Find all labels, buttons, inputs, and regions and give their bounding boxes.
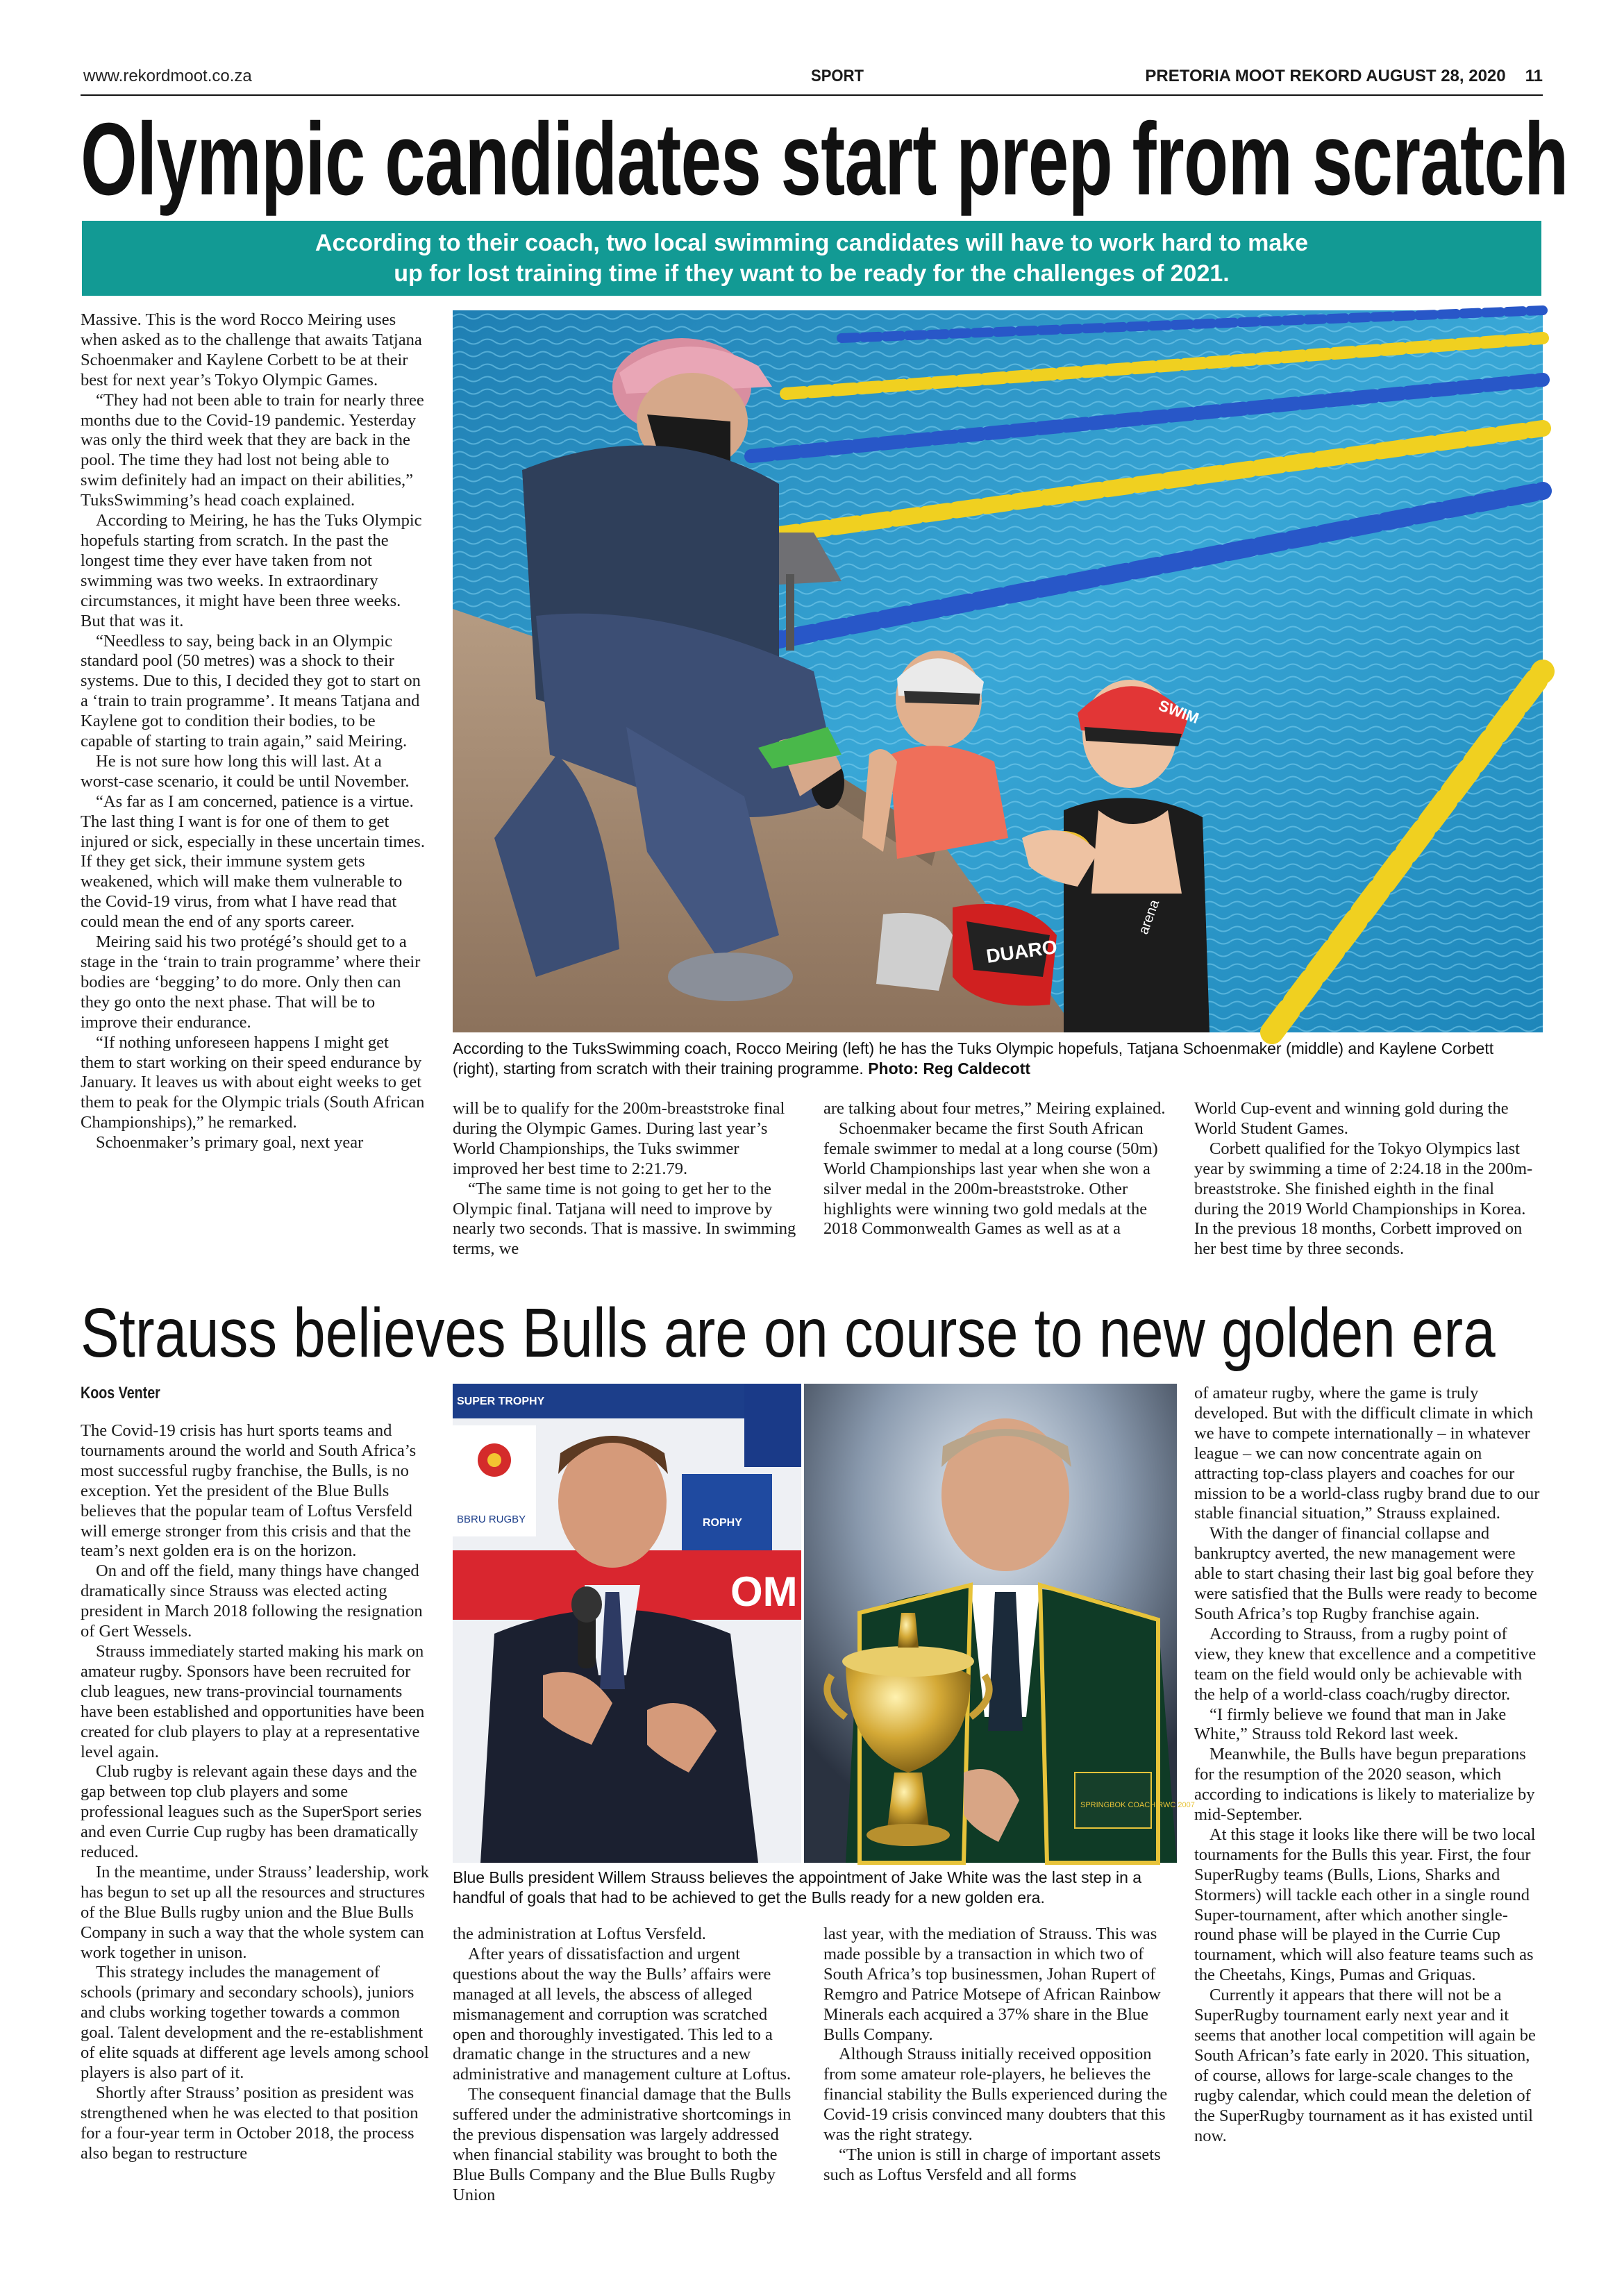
paragraph: The Covid-19 crisis has hurt sports teams and tournaments around the world and South Africa’s most successful rugby franchise, the Bulls, is no exception. Yet the president of the Blue Bulls believes that the popular team of Loftus Versfeld will emerge stronger from this crisis and that the team’s next golden era is on the horizon. (81, 1421, 417, 1561)
swimsuit-brand: arena (1136, 898, 1163, 937)
paragraph: According to Strauss, from a rugby point of view, they knew that excellence and a competitive team on the field would only be achievable with the help of a world-class coach/rugby director. (1194, 1624, 1537, 1704)
paragraph: “The union is still in charge of important assets such as Loftus Versfeld and all forms (823, 2145, 1161, 2184)
cap-brand: SWIM (1156, 696, 1202, 728)
article2-byline: Koos Venter (81, 1384, 160, 1402)
paragraph: Strauss immediately started making his mark on amateur rugby. Sponsors have been recruited for club leagues, new trans-provincial tournaments have been established and opportunities have been created for club players to play at a representative level again. (81, 1641, 425, 1761)
article2-column-4 (1194, 1384, 1543, 2146)
article2-column-3 (823, 1925, 1175, 2186)
paragraph: Schoenmaker’s primary goal, next year (96, 1133, 364, 1153)
paragraph: Corbett qualified for the Tokyo Olympics last year by swimming a time of 2:24.18 in the 200m-breaststroke. She finished eighth in the final during the 2019 World Championships in Korea. In the previous 18 months, Corbett improved on her best time by three seconds. (1194, 1139, 1533, 1259)
article1-photo-caption (453, 1039, 1543, 1079)
banner-text: BBRU RUGBY (457, 1514, 526, 1525)
paragraph: With the danger of financial collapse and bankruptcy averted, the new management were able to start chasing their last big goal before they were satisfied that the Bulls were ready to become South Africa’s top Rugby franchise again. (1194, 1524, 1537, 1623)
paragraph: “Needless to say, being back in an Olympic standard pool (50 metres) was a shock to their systems. Due to this, I decided they got to start on a ‘train to train programme’. It means Tatjana and Kaylene got to condition their bodies, to be capable of starting to train again,” said Meiring. (81, 631, 421, 751)
jake-white-photo (804, 1384, 1195, 1863)
paragraph: According to Meiring, he has the Tuks Olympic hopefuls starting from scratch. In the past the longest time they ever have taken from not swimming was two weeks. In extraordinary circumstances, it might have been three weeks. But that was it. (81, 511, 422, 630)
banner-text: ROPHY (703, 1517, 742, 1529)
paragraph: “I firmly believe we found that man in Jake White,” Strauss told Rekord last week. (1194, 1704, 1507, 1744)
standfirst-text: According to their coach, two local swimming candidates will have to work hard to make up for lost training time if they want to be ready for the challenges of 2021. (315, 230, 1309, 287)
swimming-photo-illustration (453, 310, 1543, 1032)
photo-credit: Photo: Reg Caldecott (868, 1059, 1031, 1078)
paragraph: Meiring said his two protégé’s should get to a stage in the ‘train to train programme’ where their bodies are ‘begging’ to do more. Only then can they go onto the next phase. That will be to improve their endurance. (81, 932, 421, 1032)
paragraph: World Cup-event and winning gold during the World Student Games. (1194, 1099, 1509, 1138)
paragraph: Club rugby is relevant again these days and the gap between top club players and some professional leagues such as the SuperSport series and even Currie Cup rugby has been dramatically reduced. (81, 1762, 422, 1862)
strauss-photo-illustration (453, 1384, 801, 1863)
paragraph: Schoenmaker became the first South African female swimmer to medal at a long course (50m) World Championships last year when she won a silver medal in the 200m-breaststroke. Other highlights were winning two gold medals at the 2018 Commonwealth Games as well as at a (823, 1118, 1158, 1239)
paragraph: will be to qualify for the 200m-breaststroke final during the Olympic Games. During last year’s World Championships, the Tuks swimmer improved her best time to 2:21.79. (453, 1099, 785, 1178)
bag-brand: DUARO (985, 935, 1059, 967)
paragraph: Meanwhile, the Bulls have begun preparations for the resumption of the 2020 season, which according to indications is likely to materialize by mid-September. (1194, 1745, 1535, 1825)
strauss-photo (453, 1384, 801, 1863)
paragraph: “The same time is not going to get her to the Olympic final. Tatjana will need to improve by nearly two seconds. That is massive. In swimming terms, we (453, 1179, 796, 1259)
masthead-rule (81, 94, 1543, 96)
website-url[interactable]: www.rekordmoot.co.za (83, 67, 252, 85)
article1-standfirst (82, 221, 1541, 296)
publication-name-date: PRETORIA MOOT REKORD AUGUST 28, 2020 (1145, 67, 1506, 85)
article1-headline: Olympic candidates start prep from scratch (81, 102, 1568, 217)
paragraph: The consequent financial damage that the Bulls suffered under the administrative shortcomings in the previous dispensation was largely addressed when financial stability was brought to both the Blue Bulls Company and the Blue Bulls Rugby Union (453, 2085, 792, 2204)
paragraph: Although Strauss initially received opposition from some amateur role-players, he believes the financial stability the Bulls experienced during the Covid-19 crisis convinced many doubters that this was the right strategy. (823, 2045, 1168, 2145)
paragraph: On and off the field, many things have changed dramatically since Strauss was elected acting president in March 2018 following the resignation of Gert Wessels. (81, 1561, 423, 1641)
article1-column-2 (453, 1099, 801, 1259)
section-label: SPORT (810, 67, 864, 85)
article2-photo-caption: Blue Bulls president Willem Strauss believes the appointment of Jake White was the last step in a handful of goals that had to be achieved to get the Bulls ready for a new golden era. (453, 1868, 1142, 1907)
paragraph: Shortly after Strauss’ position as president was strengthened when he was elected to that position for a four-year term in October 2018, the process also began to restructure (81, 2083, 419, 2163)
paragraph: “They had not been able to train for nearly three months due to the Covid-19 pandemic. Yesterday was only the third week that they are back in the pool. The time they had lost not being able to swim definitely had an impact on their abilities,” TuksSwimming’s head coach explained. (81, 390, 424, 510)
caption-text: According to the TuksSwimming coach, Rocco Meiring (left) he has the Tuks Olympic hopefuls, Tatjana Schoenmaker (middle) and Kaylene Corbett (right), starting from scratch with their training programme. (453, 1039, 1494, 1078)
article1-column-1 (81, 310, 426, 1153)
page-number: 11 (1525, 67, 1543, 85)
publication-info (1145, 67, 1543, 86)
article2-column-1 (81, 1421, 430, 2164)
paragraph: After years of dissatisfaction and urgent questions about the way the Bulls’ affairs were managed at all levels, the abscess of alleged mismanagement and corruption was scratched open and thoroughly investigated. This led to a dramatic change in the structures and a new administrative and management culture at Loftus. (453, 1944, 792, 2084)
article2-headline: Strauss believes Bulls are on course to new golden era (81, 1294, 1496, 1372)
paragraph: He is not sure how long this will last. At a worst-case scenario, it could be until November. (81, 751, 410, 791)
paragraph: “If nothing unforeseen happens I might get them to start working on their speed endurance by January. It leaves us with about eight weeks to get them to peak for the Olympic trials (South African Championships),” he remarked. (81, 1032, 425, 1132)
article2-column-2 (453, 1925, 803, 2206)
paragraph: In the meantime, under Strauss’ leadership, work has begun to set up all the resources and structures of the Blue Bulls rugby union and the Blue Bulls Company in such a way that the whole system can work together in unison. (81, 1862, 429, 1962)
swimming-photo (453, 310, 1543, 1032)
jake-white-photo-illustration (804, 1384, 1195, 1863)
masthead (81, 64, 1543, 96)
paragraph: Currently it appears that there will not be a SuperRugby tournament early next year and it seems that another local competition will again be South African’s fate early in 2020. This situation, of course, allows for large-scale changes to the rugby calendar, which could mean the deletion of the SuperRugby tournament as it has existed until now. (1194, 1986, 1536, 2145)
blazer-patch: SPRINGBOK COACH RWC 2007 (1080, 1801, 1195, 1809)
banner-text: OM (730, 1568, 798, 1615)
paragraph: last year, with the mediation of Strauss. This was made possible by a transaction in which two of South Africa’s top businessmen, Johan Rupert of Remgro and Patrice Motsepe of African Rainbow Minerals each acquired a 37% share in the Blue Bulls Company. (823, 1925, 1161, 2044)
paragraph: of amateur rugby, where the game is truly developed. But with the difficult climate in which we have to compete internationally – in whatever league – we can now concentrate again on attracting top-class players and coaches for our mission to be a world-class rugby brand due to our stable financial situation,” Strauss explained. (1194, 1384, 1540, 1523)
paragraph: This strategy includes the management of schools (primary and secondary schools), juniors and clubs working together towards a common goal. Talent development and the re-establishment of elite squads at different age levels among school players is also part of it. (81, 1963, 429, 2082)
paragraph: Massive. This is the word Rocco Meiring uses when asked as to the challenge that awaits Tatjana Schoenmaker and Kaylene Corbett to be at their best for next year’s Tokyo Olympic Games. (81, 310, 422, 389)
paragraph: are talking about four metres,” Meiring explained. (823, 1099, 1166, 1118)
banner-text: SUPER TROPHY (457, 1396, 545, 1407)
article1-column-3 (823, 1099, 1172, 1239)
paragraph: “As far as I am concerned, patience is a virtue. The last thing I want is for one of them to get injured or sick, especially in these uncertain times. If they get sick, their immune system gets weakened, which will make them vulnerable to the Covid-19 virus, from what I have read that could mean the end of any sports career. (81, 791, 425, 932)
paragraph: At this stage it looks like there will be two local tournaments for the Bulls this year. First, the four SuperRugby teams (Bulls, Lions, Sharks and Stormers) will tackle each other in a single round Super-tournament, after which another single-round phase will be played in the Currie Cup tournament, which will also feature teams such as the Cheetahs, Kings, Pumas and Griquas. (1194, 1825, 1536, 1985)
article1-column-4 (1194, 1099, 1543, 1259)
paragraph: the administration at Loftus Versfeld. (453, 1925, 706, 1943)
